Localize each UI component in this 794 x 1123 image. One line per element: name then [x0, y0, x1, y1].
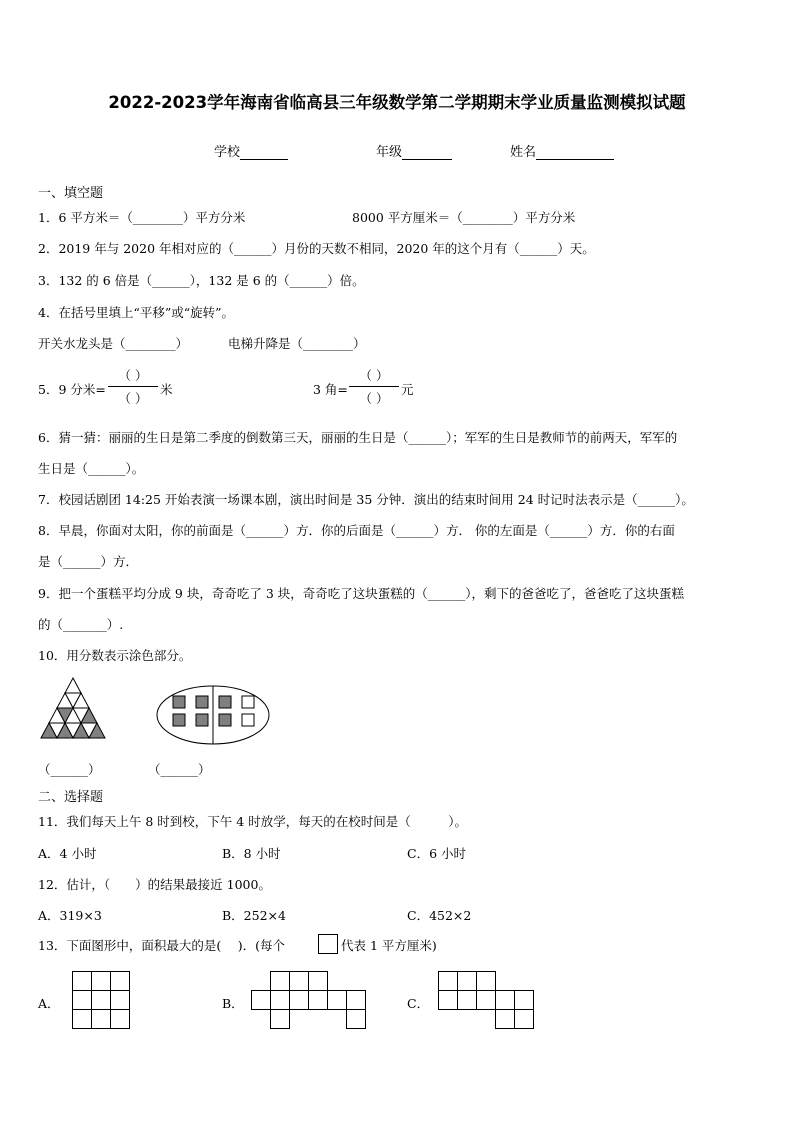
- school-label: 学校: [214, 145, 241, 160]
- question-9-line2: 的（_______）.: [38, 617, 124, 632]
- name-blank[interactable]: [536, 159, 614, 160]
- grade-label: 年级: [376, 145, 403, 160]
- unit-square-icon: [318, 934, 338, 954]
- grid-shape-a: [72, 971, 130, 1029]
- name-label: 姓名: [510, 145, 537, 160]
- question-4: 4．在括号里填上“平移”或“旋转”。: [38, 305, 235, 320]
- question-8-line2: 是（______）方．: [38, 554, 139, 569]
- grade-blank[interactable]: [402, 159, 452, 160]
- fraction-5a-denominator[interactable]: （ ）: [118, 391, 148, 406]
- question-6-line1: 6．猜一猜：丽丽的生日是第二季度的倒数第三天，丽丽的生日是（______）；军军的生日是教师节的前两天，军军的: [38, 430, 678, 445]
- section-fill-blank: 一、填空题: [38, 186, 104, 201]
- question-13-suffix: 代表 1 平方厘米): [341, 938, 437, 953]
- question-8-line1: 8．早晨，你面对太阳，你的前面是（______）方．你的后面是（______）方． 你的左面是（______）方．你的右面: [38, 523, 675, 538]
- question-7: 7．校园话剧团 14:25 开始表演一场课本剧，演出时间是 35 分钟．演出的结束时间用 24 时记时法表示是（______）。: [38, 492, 694, 507]
- question-11-option-c[interactable]: C．6 小时: [407, 846, 466, 861]
- triangle-figure: [40, 676, 106, 742]
- question-10-answer-2: （______）: [148, 762, 211, 777]
- question-11-option-b[interactable]: B．8 小时: [222, 846, 281, 861]
- section-multiple-choice: 二、选择题: [38, 790, 104, 805]
- question-12-option-c[interactable]: C．452×2: [407, 908, 472, 923]
- question-9-line1: 9．把一个蛋糕平均分成 9 块，奇奇吃了 3 块，奇奇吃了这块蛋糕的（______），剩下的爸爸吃了，爸爸吃了这块蛋糕: [38, 586, 685, 601]
- question-3: 3．132 的 6 倍是（______），132 是 6 的（______）倍。: [38, 273, 365, 288]
- page-title: 2022-2023学年海南省临高县三年级数学第二学期期末学业质量监测模拟试题: [108, 93, 686, 112]
- grade-field: [376, 141, 452, 160]
- question-12: 12．估计，（ ）的结果最接近 1000。: [38, 877, 271, 892]
- question-4a: 开关水龙头是（________）: [38, 336, 189, 351]
- fraction-5a-bar: [108, 386, 158, 387]
- question-2: 2．2019 年与 2020 年相对应的（______）月份的天数不相同，2020 年的这个月有（______）天。: [38, 241, 595, 256]
- question-10-answer-1: （______）: [38, 762, 101, 777]
- question-5b-unit: 元: [401, 382, 414, 397]
- question-11: 11．我们每天上午 8 时到校，下午 4 时放学，每天的在校时间是（ ）。: [38, 814, 467, 829]
- fraction-5a-numerator[interactable]: （ ）: [118, 368, 148, 383]
- question-13-option-b[interactable]: B．: [222, 996, 244, 1011]
- name-field: [510, 141, 614, 160]
- question-13-option-c[interactable]: C．: [407, 996, 430, 1011]
- question-5b-prefix: 3 角=: [313, 382, 348, 397]
- question-13-prefix: 13．下面图形中，面积最大的是( )．(每个: [38, 938, 286, 953]
- question-6-line2: 生日是（______）。: [38, 461, 145, 476]
- oval-figure: [156, 685, 270, 745]
- school-field: [214, 141, 288, 160]
- school-blank[interactable]: [240, 159, 288, 160]
- grid-shape-b: [251, 971, 366, 1029]
- question-4b: 电梯升降是（________）: [228, 336, 366, 351]
- question-10: 10．用分数表示涂色部分。: [38, 648, 192, 663]
- fraction-5b-denominator[interactable]: （ ）: [359, 391, 389, 406]
- question-5a-unit: 米: [160, 382, 173, 397]
- grid-shape-c: [438, 971, 534, 1029]
- question-11-option-a[interactable]: A．4 小时: [38, 846, 97, 861]
- question-1b: 8000 平方厘米＝（________）平方分米: [352, 210, 576, 225]
- question-13-option-a[interactable]: A．: [38, 996, 60, 1011]
- question-12-option-b[interactable]: B．252×4: [222, 908, 286, 923]
- question-12-option-a[interactable]: A．319×3: [38, 908, 102, 923]
- fraction-5b-numerator[interactable]: （ ）: [359, 368, 389, 383]
- question-1a: 1．6 平方米＝（________）平方分米: [38, 210, 246, 225]
- fraction-5b-bar: [349, 386, 399, 387]
- question-5a-prefix: 5．9 分米=: [38, 382, 106, 397]
